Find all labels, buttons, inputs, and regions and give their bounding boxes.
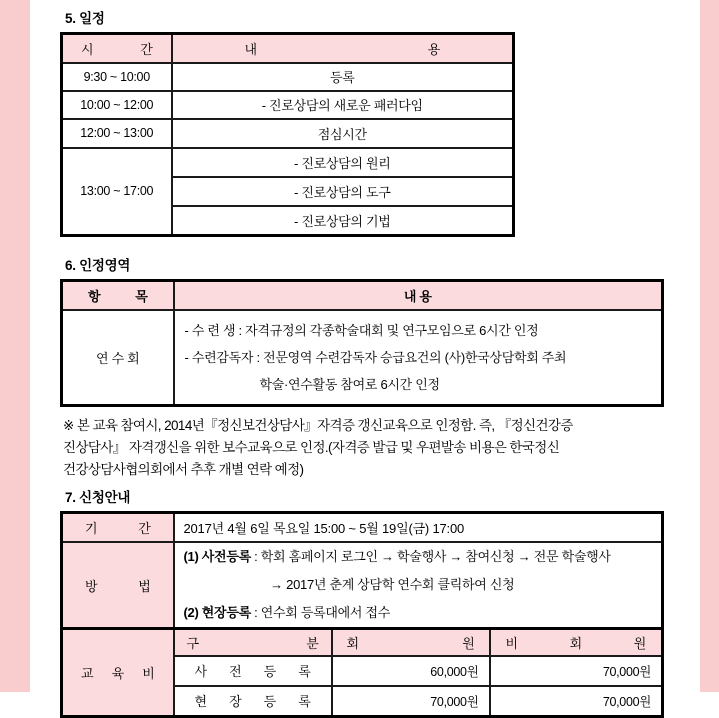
content-cell: - 진로상담의 원리 (172, 148, 514, 177)
application-period-row (62, 512, 663, 542)
fee-label-cell: 교 육 비 (62, 629, 174, 717)
method-content-cell (174, 542, 663, 629)
fee-member-cell: 60,000원 (332, 656, 490, 686)
schedule-table (60, 32, 515, 237)
recognition-line-supervisor: - 수련감독자 : 전문영역 수련감독자 승급요건의 (사)한국상담학회 주최 (184, 349, 567, 365)
document-sheet (30, 0, 700, 710)
section-6-heading: 6. 인정영역 (65, 258, 131, 273)
application-method-row (62, 542, 663, 629)
fee-member-cell: 70,000원 (332, 686, 490, 717)
fee-type-cell: 현 장 등 록 (174, 686, 332, 717)
schedule-header-row (62, 34, 514, 63)
method-label-cell: 방 법 (62, 542, 174, 629)
fee-header-row (62, 629, 663, 656)
content-cell: - 진로상담의 새로운 패러다임 (172, 91, 514, 119)
content-cell: - 진로상담의 도구 (172, 177, 514, 206)
recognition-line-trainee: - 수 련 생 : 자격규정의 각종학술대회 및 연구모임으로 6시간 인정 (184, 322, 539, 338)
content-cell: 등록 (172, 63, 514, 91)
fee-nonmember-cell: 70,000원 (490, 686, 663, 717)
period-value-cell: 2017년 4월 6일 목요일 15:00 ~ 5월 19일(금) 17:00 (174, 512, 663, 542)
time-cell: 9:30 ~ 10:00 (62, 63, 172, 91)
note-line-3: 건강상담사협의회에서 추후 개별 연락 예정) (63, 462, 304, 478)
section-schedule (30, 0, 700, 237)
time-cell: 12:00 ~ 13:00 (62, 119, 172, 148)
section-7-heading: 7. 신청안내 (65, 489, 131, 505)
section-5-heading: 5. 일정 (65, 11, 105, 26)
content-cell: 점심시간 (172, 119, 514, 148)
recognition-row (62, 310, 663, 406)
method-line-preregistration (184, 543, 662, 571)
fee-type-cell: 사 전 등 록 (174, 656, 332, 686)
section-recognition (30, 254, 700, 407)
application-table (60, 511, 664, 718)
method-line-click-path: → 2017년 춘계 상담학 연수회 클릭하여 신청 (270, 577, 515, 593)
time-cell: 10:00 ~ 12:00 (62, 91, 172, 119)
section-application (30, 486, 700, 718)
recognition-header-row (62, 281, 663, 310)
fee-nonmember-cell: 70,000원 (490, 656, 663, 686)
schedule-row-lunch (62, 119, 514, 148)
recognition-label-cell: 연 수 회 (62, 310, 174, 406)
method-line3-rest: : 연수회 등록대에서 접수 (250, 605, 390, 621)
schedule-col-content-header: 내 용 (172, 34, 514, 63)
recognition-col-content-header: 내 용 (174, 281, 663, 310)
schedule-row-registration (62, 63, 514, 91)
note-paragraph (63, 415, 711, 482)
schedule-row-afternoon-1 (62, 148, 514, 177)
recognition-col-item-header: 항 목 (62, 281, 174, 310)
fee-col-type-header: 구 분 (174, 629, 332, 656)
schedule-row-paradigm (62, 91, 514, 119)
note-line-2: 진상담사』 자격갱신을 위한 보수교육으로 인정.(자격증 발급 및 우편발송 비용은 한국정신 (63, 439, 560, 455)
recognition-line-activity: 학술·연수활동 참여로 6시간 인정 (259, 376, 440, 392)
fee-col-nonmember-header: 비 회 원 (490, 629, 663, 656)
content-cell: - 진로상담의 기법 (172, 206, 514, 236)
recognition-content-cell (174, 310, 663, 406)
method-line-onsite (184, 599, 662, 627)
note-line-1: ※ 본 교육 참여시, 2014년『정신보건상담사』자격증 갱신교육으로 인정함. 즉, 『정신건강증 (63, 417, 573, 433)
schedule-col-time-header: 시 간 (62, 34, 172, 63)
method-line3-bold: (2) 현장등록 (183, 605, 251, 621)
fee-col-member-header: 회 원 (332, 629, 490, 656)
recognition-table (60, 279, 664, 407)
method-line1-bold: (1) 사전등록 (183, 549, 251, 565)
time-cell-merged: 13:00 ~ 17:00 (62, 148, 172, 236)
method-line1-rest: : 학회 홈페이지 로그인 → 학술행사 → 참여신청 → 전문 학술행사 (250, 549, 611, 565)
period-label-cell: 기 간 (62, 512, 174, 542)
